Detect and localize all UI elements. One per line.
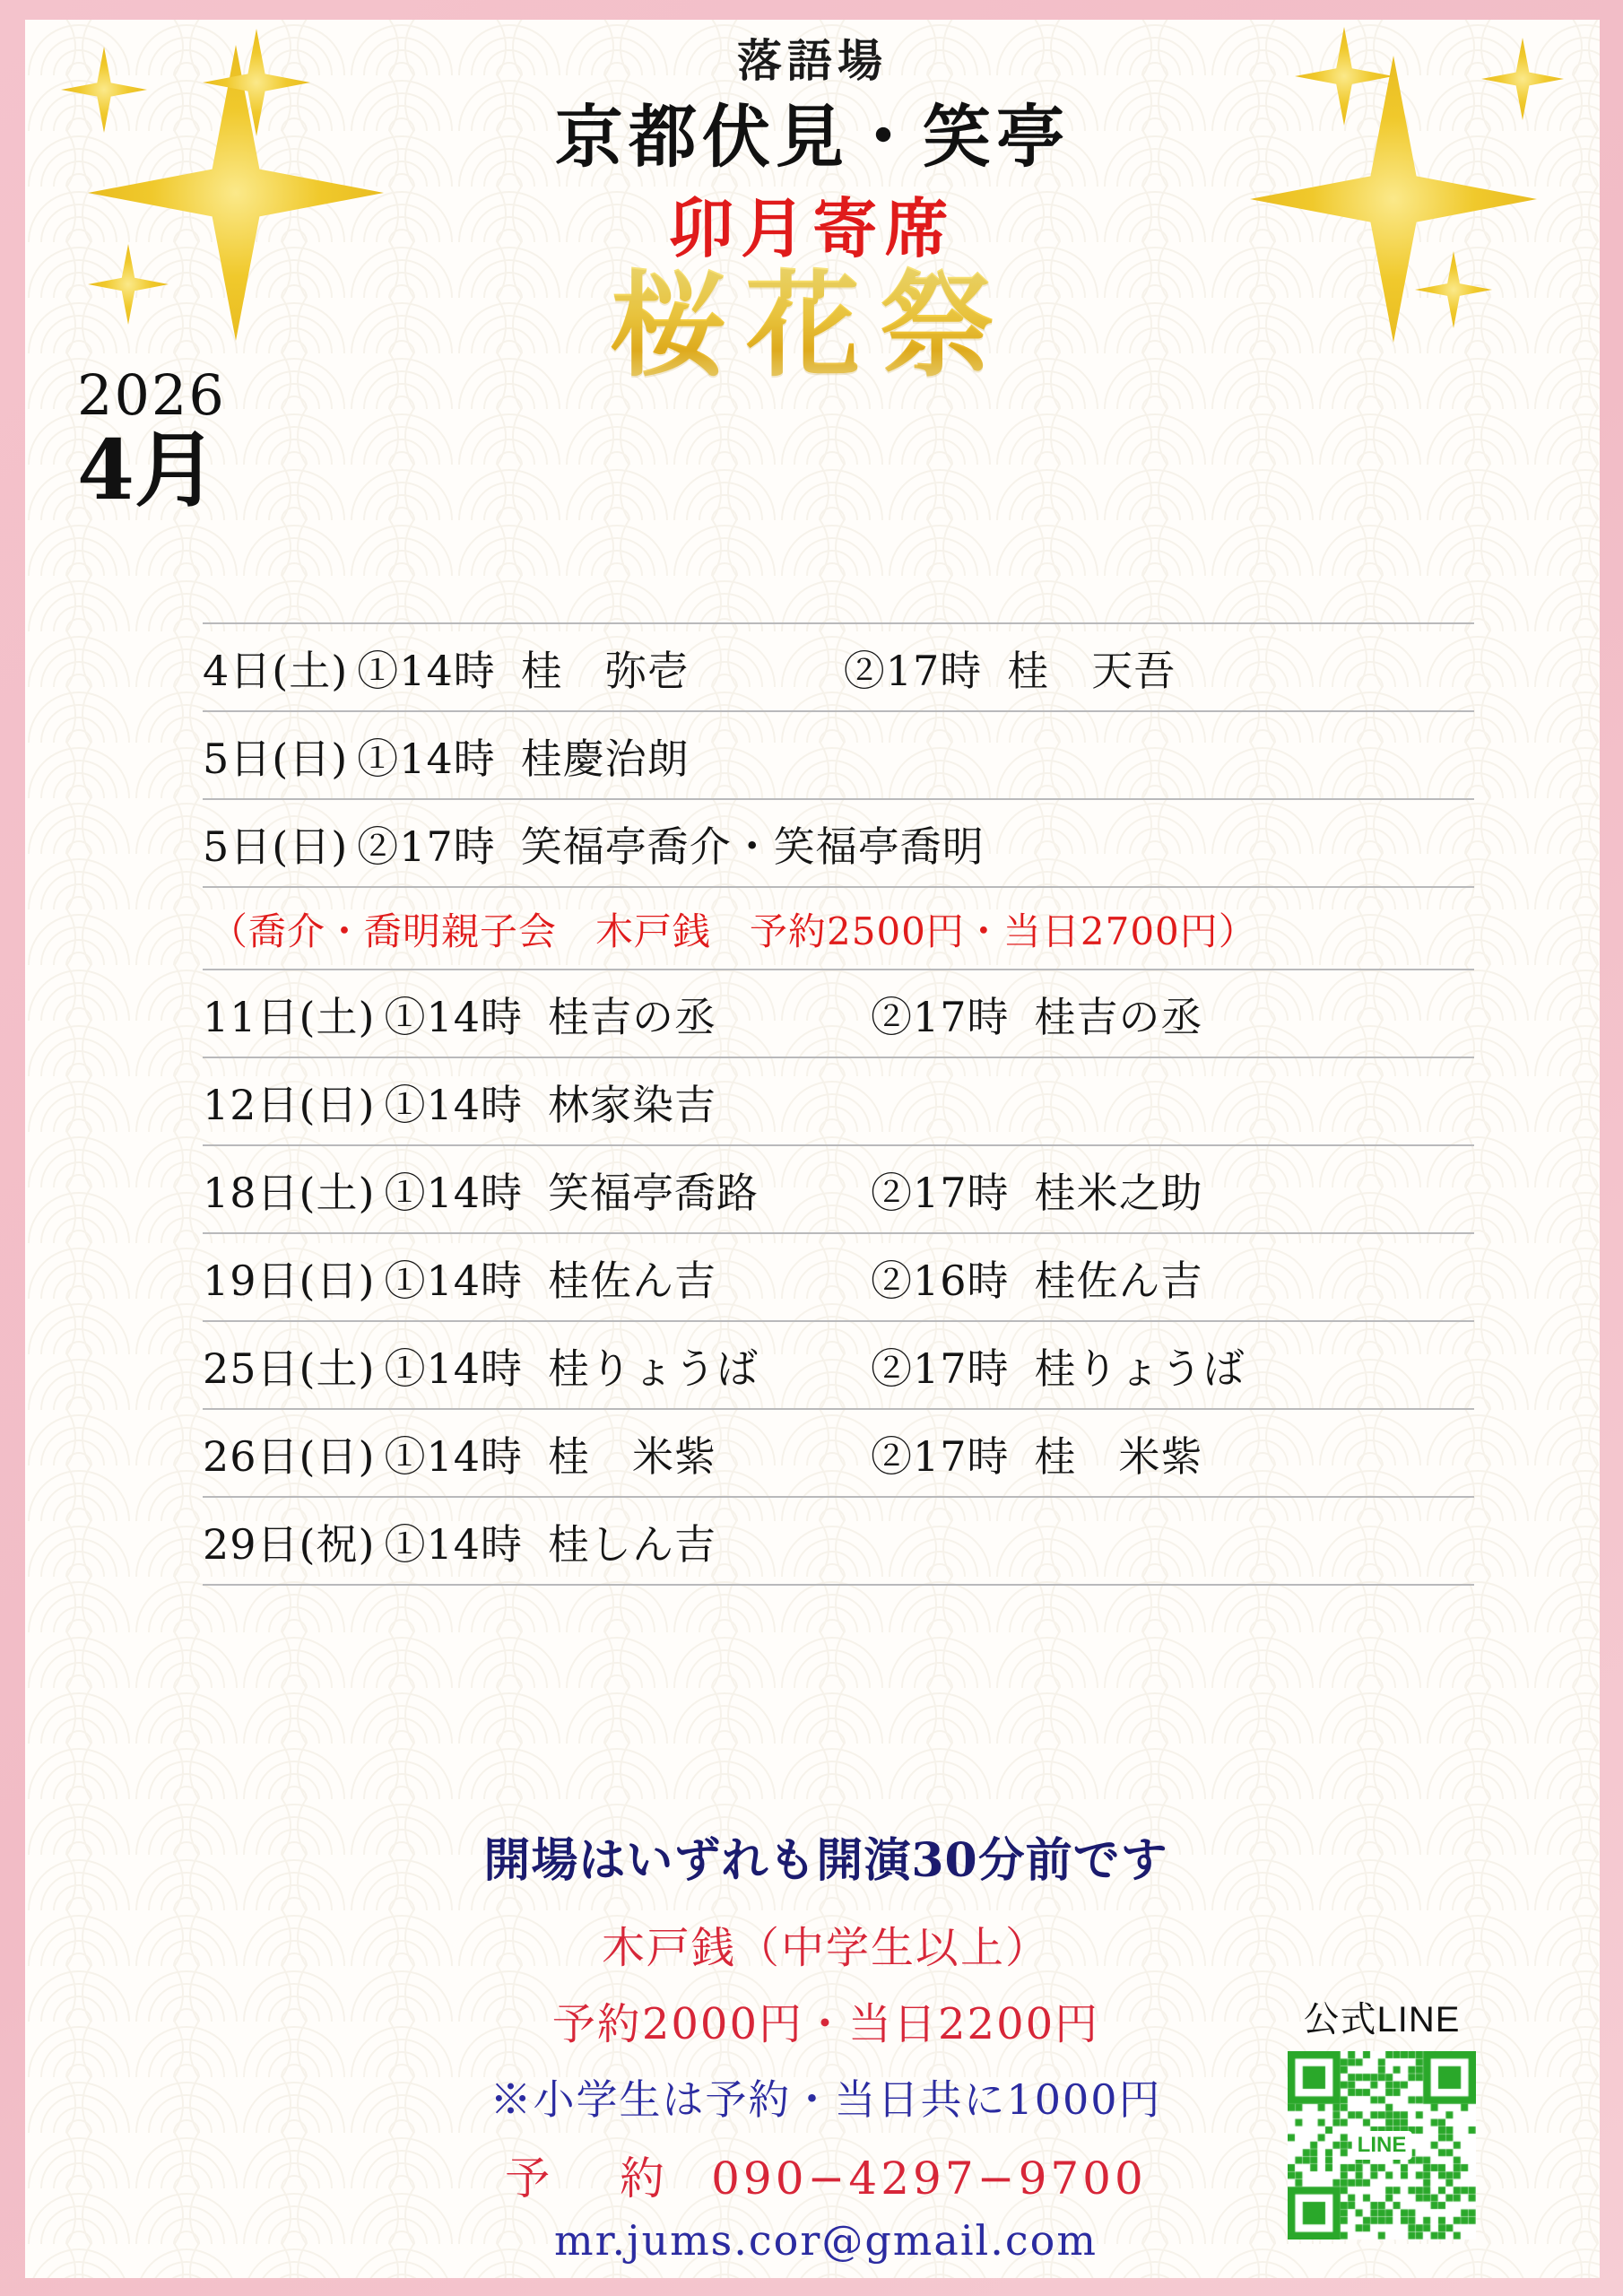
schedule-date: 18日(土) xyxy=(203,1169,376,1217)
schedule-slot-1: ①14時 xyxy=(384,1344,523,1393)
schedule-row xyxy=(203,1320,1474,1408)
poster-paper xyxy=(25,20,1600,2278)
opening-time-note: 開場はいずれも開演30分前です xyxy=(483,1833,1168,1888)
schedule-performer-2: 桂吉の丞 xyxy=(1034,993,1203,1041)
venue-kind-label: 落語場 xyxy=(737,34,888,87)
schedule-note-text: （喬介・喬明親子会 木戸銭 予約2500円・当日2700円） xyxy=(210,909,1257,953)
date-year: 2026 xyxy=(77,362,226,428)
poster-content xyxy=(25,20,1600,2278)
reservation-email[interactable]: mr.jums.cor@gmail.com xyxy=(554,2216,1098,2265)
schedule-performer-1: 笑福亭喬路 xyxy=(547,1169,759,1217)
schedule-slot-1: ①14時 xyxy=(384,1169,523,1217)
schedule-date: 12日(日) xyxy=(203,1081,376,1129)
schedule-performer-1: 笑福亭喬介・笑福亭喬明 xyxy=(520,822,985,871)
schedule-slot-1: ②17時 xyxy=(357,822,496,871)
schedule-row xyxy=(203,969,1474,1057)
schedule-date: 4日(土) xyxy=(203,647,349,695)
schedule-date: 29日(祝) xyxy=(203,1520,376,1569)
reservation-phone[interactable]: 090−4297−9700 xyxy=(711,2152,1147,2205)
fee-value: 予約2000円・当日2200円 xyxy=(551,1999,1100,2049)
schedule-slot-2: ②16時 xyxy=(870,1257,1010,1305)
venue-name-title: 京都伏見・笑亭 xyxy=(555,97,1070,177)
qr-center-label: LINE xyxy=(1352,2131,1412,2160)
date-month: 4月 xyxy=(77,422,218,518)
schedule-performer-1: 桂りょうば xyxy=(547,1344,759,1393)
schedule-date: 11日(土) xyxy=(203,993,376,1041)
schedule-slot-2: ②17時 xyxy=(870,1432,1010,1481)
schedule-slot-2: ②17時 xyxy=(870,1344,1010,1393)
schedule-performer-2: 桂 天吾 xyxy=(1007,647,1176,695)
schedule-performer-2: 桂りょうば xyxy=(1034,1344,1245,1393)
kids-fee-note: ※小学生は予約・当日共に1000円 xyxy=(490,2075,1162,2124)
schedule-row xyxy=(203,622,1474,710)
schedule-performer-2: 桂米之助 xyxy=(1034,1169,1203,1217)
date-block xyxy=(77,362,226,518)
schedule-performer-2: 桂 米紫 xyxy=(1034,1432,1203,1481)
schedule-slot-1: ①14時 xyxy=(384,993,523,1041)
event-subtitle: 卯月寄席 xyxy=(668,189,956,266)
reservation-label: 予 約 xyxy=(505,2152,678,2205)
schedule-note-row xyxy=(203,886,1474,969)
schedule-date: 25日(土) xyxy=(203,1344,376,1393)
schedule-row xyxy=(203,1496,1474,1586)
schedule-performer-2: 桂佐ん吉 xyxy=(1034,1257,1203,1305)
schedule-date: 19日(日) xyxy=(203,1257,376,1305)
schedule-performer-1: 桂佐ん吉 xyxy=(547,1257,716,1305)
schedule-slot-2: ②17時 xyxy=(870,993,1010,1041)
schedule-row xyxy=(203,1144,1474,1232)
schedule-row xyxy=(203,798,1474,886)
schedule-row xyxy=(203,710,1474,798)
official-line-label: 公式LINE xyxy=(1303,2000,1461,2039)
schedule-performer-1: 桂 米紫 xyxy=(547,1432,716,1481)
schedule-performer-1: 桂吉の丞 xyxy=(547,993,716,1041)
schedule-slot-1: ①14時 xyxy=(384,1081,523,1129)
schedule-slot-1: ①14時 xyxy=(357,735,496,783)
schedule-performer-1: 桂 弥壱 xyxy=(520,647,690,695)
schedule-slot-1: ①14時 xyxy=(384,1257,523,1305)
schedule-slot-1: ①14時 xyxy=(357,647,496,695)
schedule-slot-1: ①14時 xyxy=(384,1520,523,1569)
schedule-slot-2: ②17時 xyxy=(870,1169,1010,1217)
schedule-performer-1: 桂しん吉 xyxy=(547,1520,716,1569)
fee-label: 木戸銭（中学生以上） xyxy=(601,1923,1050,1973)
schedule-row xyxy=(203,1232,1474,1320)
schedule-slot-2: ②17時 xyxy=(843,647,983,695)
schedule-date: 26日(日) xyxy=(203,1432,376,1481)
poster-header xyxy=(25,20,1600,394)
schedule-slot-1: ①14時 xyxy=(384,1432,523,1481)
schedule-performer-1: 桂慶治朗 xyxy=(520,735,690,783)
official-line-block xyxy=(1270,1991,1494,2239)
schedule-row xyxy=(203,1408,1474,1496)
qr-code[interactable] xyxy=(1288,2051,1476,2239)
schedule-date: 5日(日) xyxy=(203,822,349,871)
schedule-date: 5日(日) xyxy=(203,735,349,783)
schedule-performer-1: 林家染吉 xyxy=(547,1081,716,1129)
schedule-row xyxy=(203,1057,1474,1144)
schedule-list xyxy=(203,622,1474,1586)
event-title: 桜花祭 xyxy=(25,265,1600,386)
